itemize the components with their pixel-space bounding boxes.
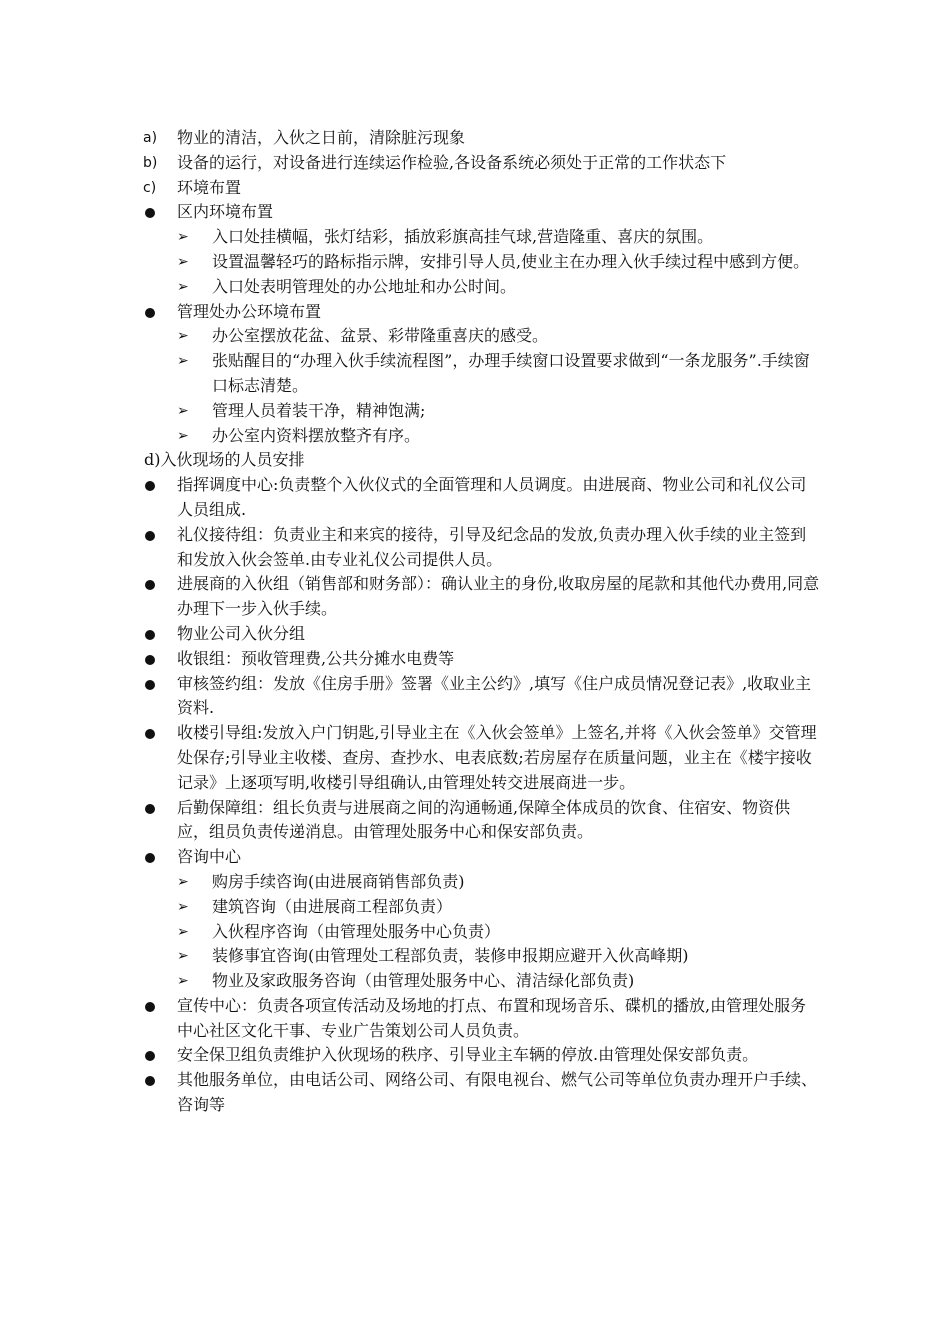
arrow-bullet-icon: ➢ [177, 973, 189, 990]
arrow-item [0, 324, 950, 349]
arrow-item [0, 225, 950, 250]
bullet-item [0, 523, 950, 573]
arrow-bullet-icon: ➢ [177, 229, 189, 246]
item-text: 咨询中心 [177, 847, 242, 867]
bullet-item [0, 845, 950, 870]
item-text: 物业及家政服务咨询（由管理处服务中心、清洁绿化部负责) [212, 971, 635, 991]
bullet-dot-icon [145, 481, 155, 491]
bullet-item [0, 721, 950, 795]
bullet-item [0, 622, 950, 647]
bullet-item [0, 672, 950, 722]
item-text: 张贴醒目的“办理入伙手续流程图”，办理手续窗口设置要求做到“一条龙服务”.手续窗口标志清楚。 [212, 351, 810, 395]
arrow-item [0, 920, 950, 945]
item-text: 装修事宜咨询(由管理处工程部负责，装修申报期应避开入伙高峰期) [212, 946, 689, 966]
bullet-item [0, 1043, 950, 1068]
list-marker: b) [143, 154, 158, 171]
letter-item [0, 126, 950, 151]
arrow-bullet-icon: ➢ [177, 402, 189, 419]
item-text: 审核签约组：发放《住房手册》签署《业主公约》,填写《住户成员情况登记表》,收取业主资料. [177, 673, 812, 718]
item-text: 后勤保障组：组长负责与进展商之间的沟通畅通,保障全体成员的饮食、住宿安、物资供应，组员负责传递消息。由管理处服务中心和保安部负责。 [177, 797, 791, 842]
item-text: 进展商的入伙组（销售部和财务部）：确认业主的身份,收取房屋的尾款和其他代办费用,同意办理下一步入伙手续。 [177, 574, 820, 619]
item-text: 建筑咨询（由进展商工程部负责） [212, 896, 453, 916]
item-text: 物业的清洁，入伙之日前，清除脏污现象 [177, 128, 466, 147]
bullet-dot-icon [145, 1002, 155, 1012]
item-text: 设备的运行，对设备进行连续运作检验,各设备系统必须处于正常的工作状态下 [177, 152, 727, 172]
bullet-dot-icon [145, 853, 155, 863]
bullet-item [0, 1068, 950, 1118]
item-text: 区内环境布置 [177, 202, 274, 222]
arrow-bullet-icon: ➢ [177, 427, 189, 444]
bullet-item [0, 473, 950, 523]
item-text: 收楼引导组:发放入户门钥匙,引导业主在《入伙会签单》上签名,并将《入伙会签单》交管理处保存;引导业主收楼、查房、查抄水、电表底数;若房屋存在质量问题，业主在《楼宇接收记录》上逐项写明,收楼引导组确认,由管理处转交进展商进一步。 [177, 723, 817, 792]
arrow-item [0, 969, 950, 994]
plain-item [0, 448, 950, 473]
bullet-dot-icon [145, 1051, 155, 1061]
bullet-dot-icon [145, 208, 155, 218]
arrow-item [0, 275, 950, 300]
item-text: 入口处挂横幅，张灯结彩，插放彩旗高挂气球,营造隆重、喜庆的氛围。 [212, 227, 714, 247]
item-text: 管理处办公环境布置 [177, 301, 322, 321]
item-text: d)入伙现场的人员安排 [144, 450, 305, 470]
item-text: 管理人员着装干净，精神饱满; [212, 400, 426, 420]
item-text: 收银组：预收管理费,公共分摊水电费等 [177, 648, 455, 668]
arrow-item [0, 895, 950, 920]
arrow-bullet-icon: ➢ [177, 898, 189, 915]
arrow-bullet-icon: ➢ [177, 873, 189, 890]
bullet-dot-icon [145, 308, 155, 318]
bullet-item [0, 300, 950, 325]
bullet-item [0, 647, 950, 672]
item-text: 礼仪接待组：负责业主和来宾的接待，引导及纪念品的发放,负责办理入伙手续的业主签到和发放入伙会签单.由专业礼仪公司提供人员。 [177, 524, 807, 569]
bullet-item [0, 200, 950, 225]
item-text: 入伙程序咨询（由管理处服务中心负责） [212, 921, 501, 941]
item-text: 入口处表明管理处的办公地址和办公时间。 [212, 276, 517, 296]
arrow-bullet-icon: ➢ [177, 253, 189, 270]
bullet-dot-icon [145, 1076, 155, 1086]
arrow-item [0, 399, 950, 424]
bullet-dot-icon [145, 630, 155, 640]
arrow-bullet-icon: ➢ [177, 353, 189, 370]
item-text: 环境布置 [177, 177, 242, 197]
arrow-item [0, 349, 950, 399]
item-text: 宣传中心：负责各项宣传活动及场地的打点、布置和现场音乐、碟机的播放,由管理处服务中心社区文化干事、专业广告策划公司人员负责。 [177, 995, 807, 1040]
arrow-bullet-icon: ➢ [177, 923, 189, 940]
item-text: 物业公司入伙分组 [177, 623, 306, 643]
list-marker: c) [143, 179, 157, 196]
item-text: 安全保卫组负责维护入伙现场的秩序、引导业主车辆的停放.由管理处保安部负责。 [177, 1045, 759, 1065]
bullet-item [0, 994, 950, 1044]
item-text: 办公室内资料摆放整齐有序。 [212, 425, 421, 445]
bullet-dot-icon [145, 655, 155, 665]
bullet-dot-icon [145, 804, 155, 814]
item-text: 办公室摆放花盆、盆景、彩带隆重喜庆的感受。 [212, 326, 549, 346]
item-text: 购房手续咨询(由进展商销售部负责) [212, 871, 465, 891]
arrow-item [0, 944, 950, 969]
letter-item [0, 176, 950, 201]
item-text: 设置温馨轻巧的路标指示牌，安排引导人员,使业主在办理入伙手续过程中感到方便。 [212, 251, 810, 271]
list-marker: a) [143, 130, 158, 146]
arrow-item [0, 424, 950, 449]
arrow-bullet-icon: ➢ [177, 948, 189, 965]
arrow-bullet-icon: ➢ [177, 328, 189, 345]
bullet-item [0, 572, 950, 622]
arrow-bullet-icon: ➢ [177, 278, 189, 295]
item-text: 指挥调度中心:负责整个入伙仪式的全面管理和人员调度。由进展商、物业公司和礼仪公司人员组成. [177, 475, 807, 519]
arrow-item [0, 870, 950, 895]
arrow-item [0, 250, 950, 275]
bullet-dot-icon [145, 580, 155, 590]
bullet-dot-icon [145, 531, 155, 541]
bullet-dot-icon [145, 680, 155, 690]
bullet-dot-icon [145, 729, 155, 739]
document-page [0, 126, 950, 1118]
letter-item [0, 151, 950, 176]
bullet-item [0, 796, 950, 846]
item-text: 其他服务单位，由电话公司、网络公司、有限电视台、燃气公司等单位负责办理开户手续、咨询等 [177, 1070, 818, 1115]
